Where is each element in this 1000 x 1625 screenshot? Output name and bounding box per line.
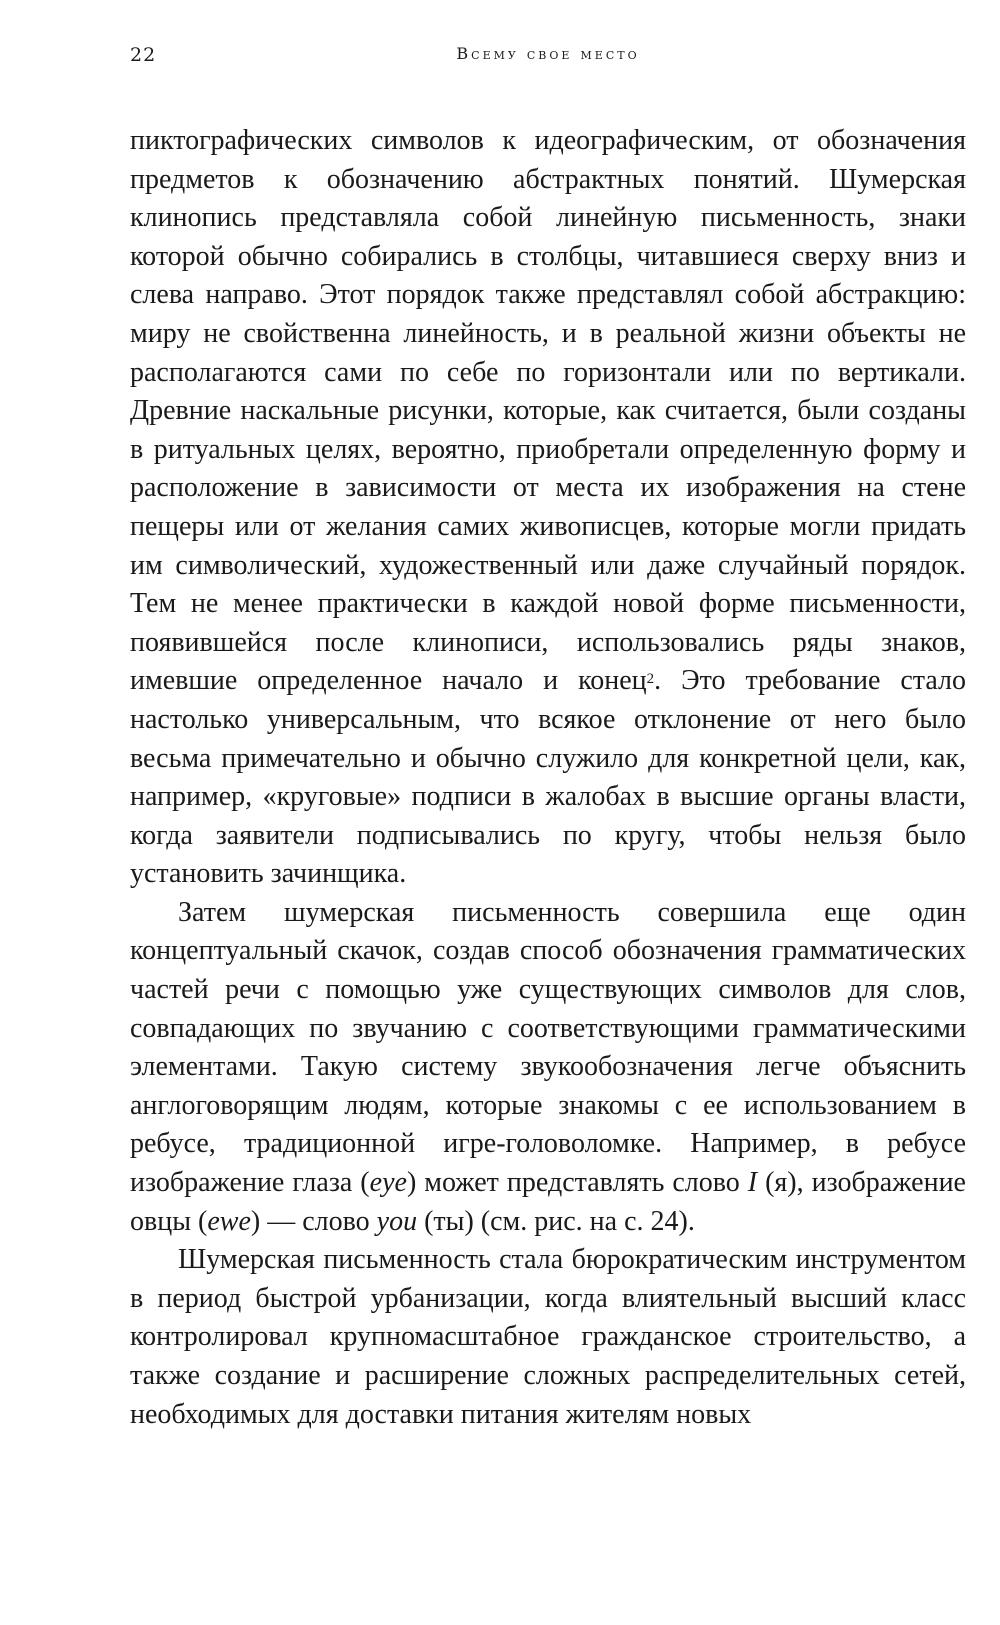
paragraph-2-text-part: ) может представлять слово <box>406 1167 748 1199</box>
italic-word-you: you <box>376 1205 418 1237</box>
paragraph-1-text-continued: . Это требование стало настолько универсальным, что всякое отклонение от него было весьма примечательно и обычно служило для конкретной цели, как, например, «круговые» подписи в жалобах в высшие органы власти, когда заявители подписывались по кругу, чтобы нельзя было установить зачинщика. <box>130 665 967 890</box>
body-text <box>130 122 966 1434</box>
italic-word-eye: eye <box>369 1167 407 1199</box>
running-title: Всему свое место <box>456 44 640 63</box>
paragraph-2-text-part: (ты) (см. рис. на с. 24). <box>417 1205 695 1237</box>
paragraph-2-text-part: Затем шумерская письменность совершила еще один концептуальный скачок, создав способ обозначения грамматических частей речи с помощью уже существующих символов для слов, совпадающих по звучанию с соответствующими грамматическими элементами. Такую систему звукообозначения легче объяснить англоговорящим людям, которые знакомы с ее использованием в ребусе, традиционной игре-головоломке. Например, в ребусе изображение глаза ( <box>130 896 966 1199</box>
paragraph-3 <box>130 1241 966 1434</box>
running-header <box>130 44 966 74</box>
paragraph-3-text: Шумерская письменность стала бюрократическим инструментом в период быстрой урбанизации, когда влиятельный высший класс контролировал крупномасштабное гражданское строительство, а также создание и расширение сложных распределительных сетей, необходимых для доставки питания жителям новых <box>130 1244 966 1430</box>
italic-word-i: I <box>747 1167 758 1199</box>
footnote-marker[interactable]: 2 <box>646 671 655 688</box>
paragraph-2 <box>130 894 966 1241</box>
paragraph-1 <box>130 122 966 894</box>
page-number: 22 <box>130 44 157 66</box>
paragraph-2-text-part: ) — слово <box>250 1205 377 1237</box>
italic-word-ewe: ewe <box>207 1205 251 1237</box>
paragraph-1-text: пиктографических символов к идеографическим, от обозначения предметов к обозначению абстрактных понятий. Шумерская клинопись представляла собой линейную письменность, знаки которой обычно собирались в столбцы, читавшиеся сверху вниз и слева направо. Этот порядок также представлял собой абстракцию: миру не свойственна линейность, и в реальной жизни объекты не располагаются сами по себе по горизонтали или по вертикали. Древние наскальные рисунки, которые, как считается, были созданы в ритуальных целях, вероятно, приобретали определенную форму и расположение в зависимости от места их изображения на стене пещеры или от желания самих живописцев, которые могли придать им символический, художественный или даже случайный порядок. Тем не менее практически в каждой новой форме письменности, появившейся после клинописи, использовались ряды знаков, имевшие определенное начало и конец <box>130 125 966 697</box>
paragraph-2-text-part: (я), изображение овцы ( <box>130 1167 966 1237</box>
